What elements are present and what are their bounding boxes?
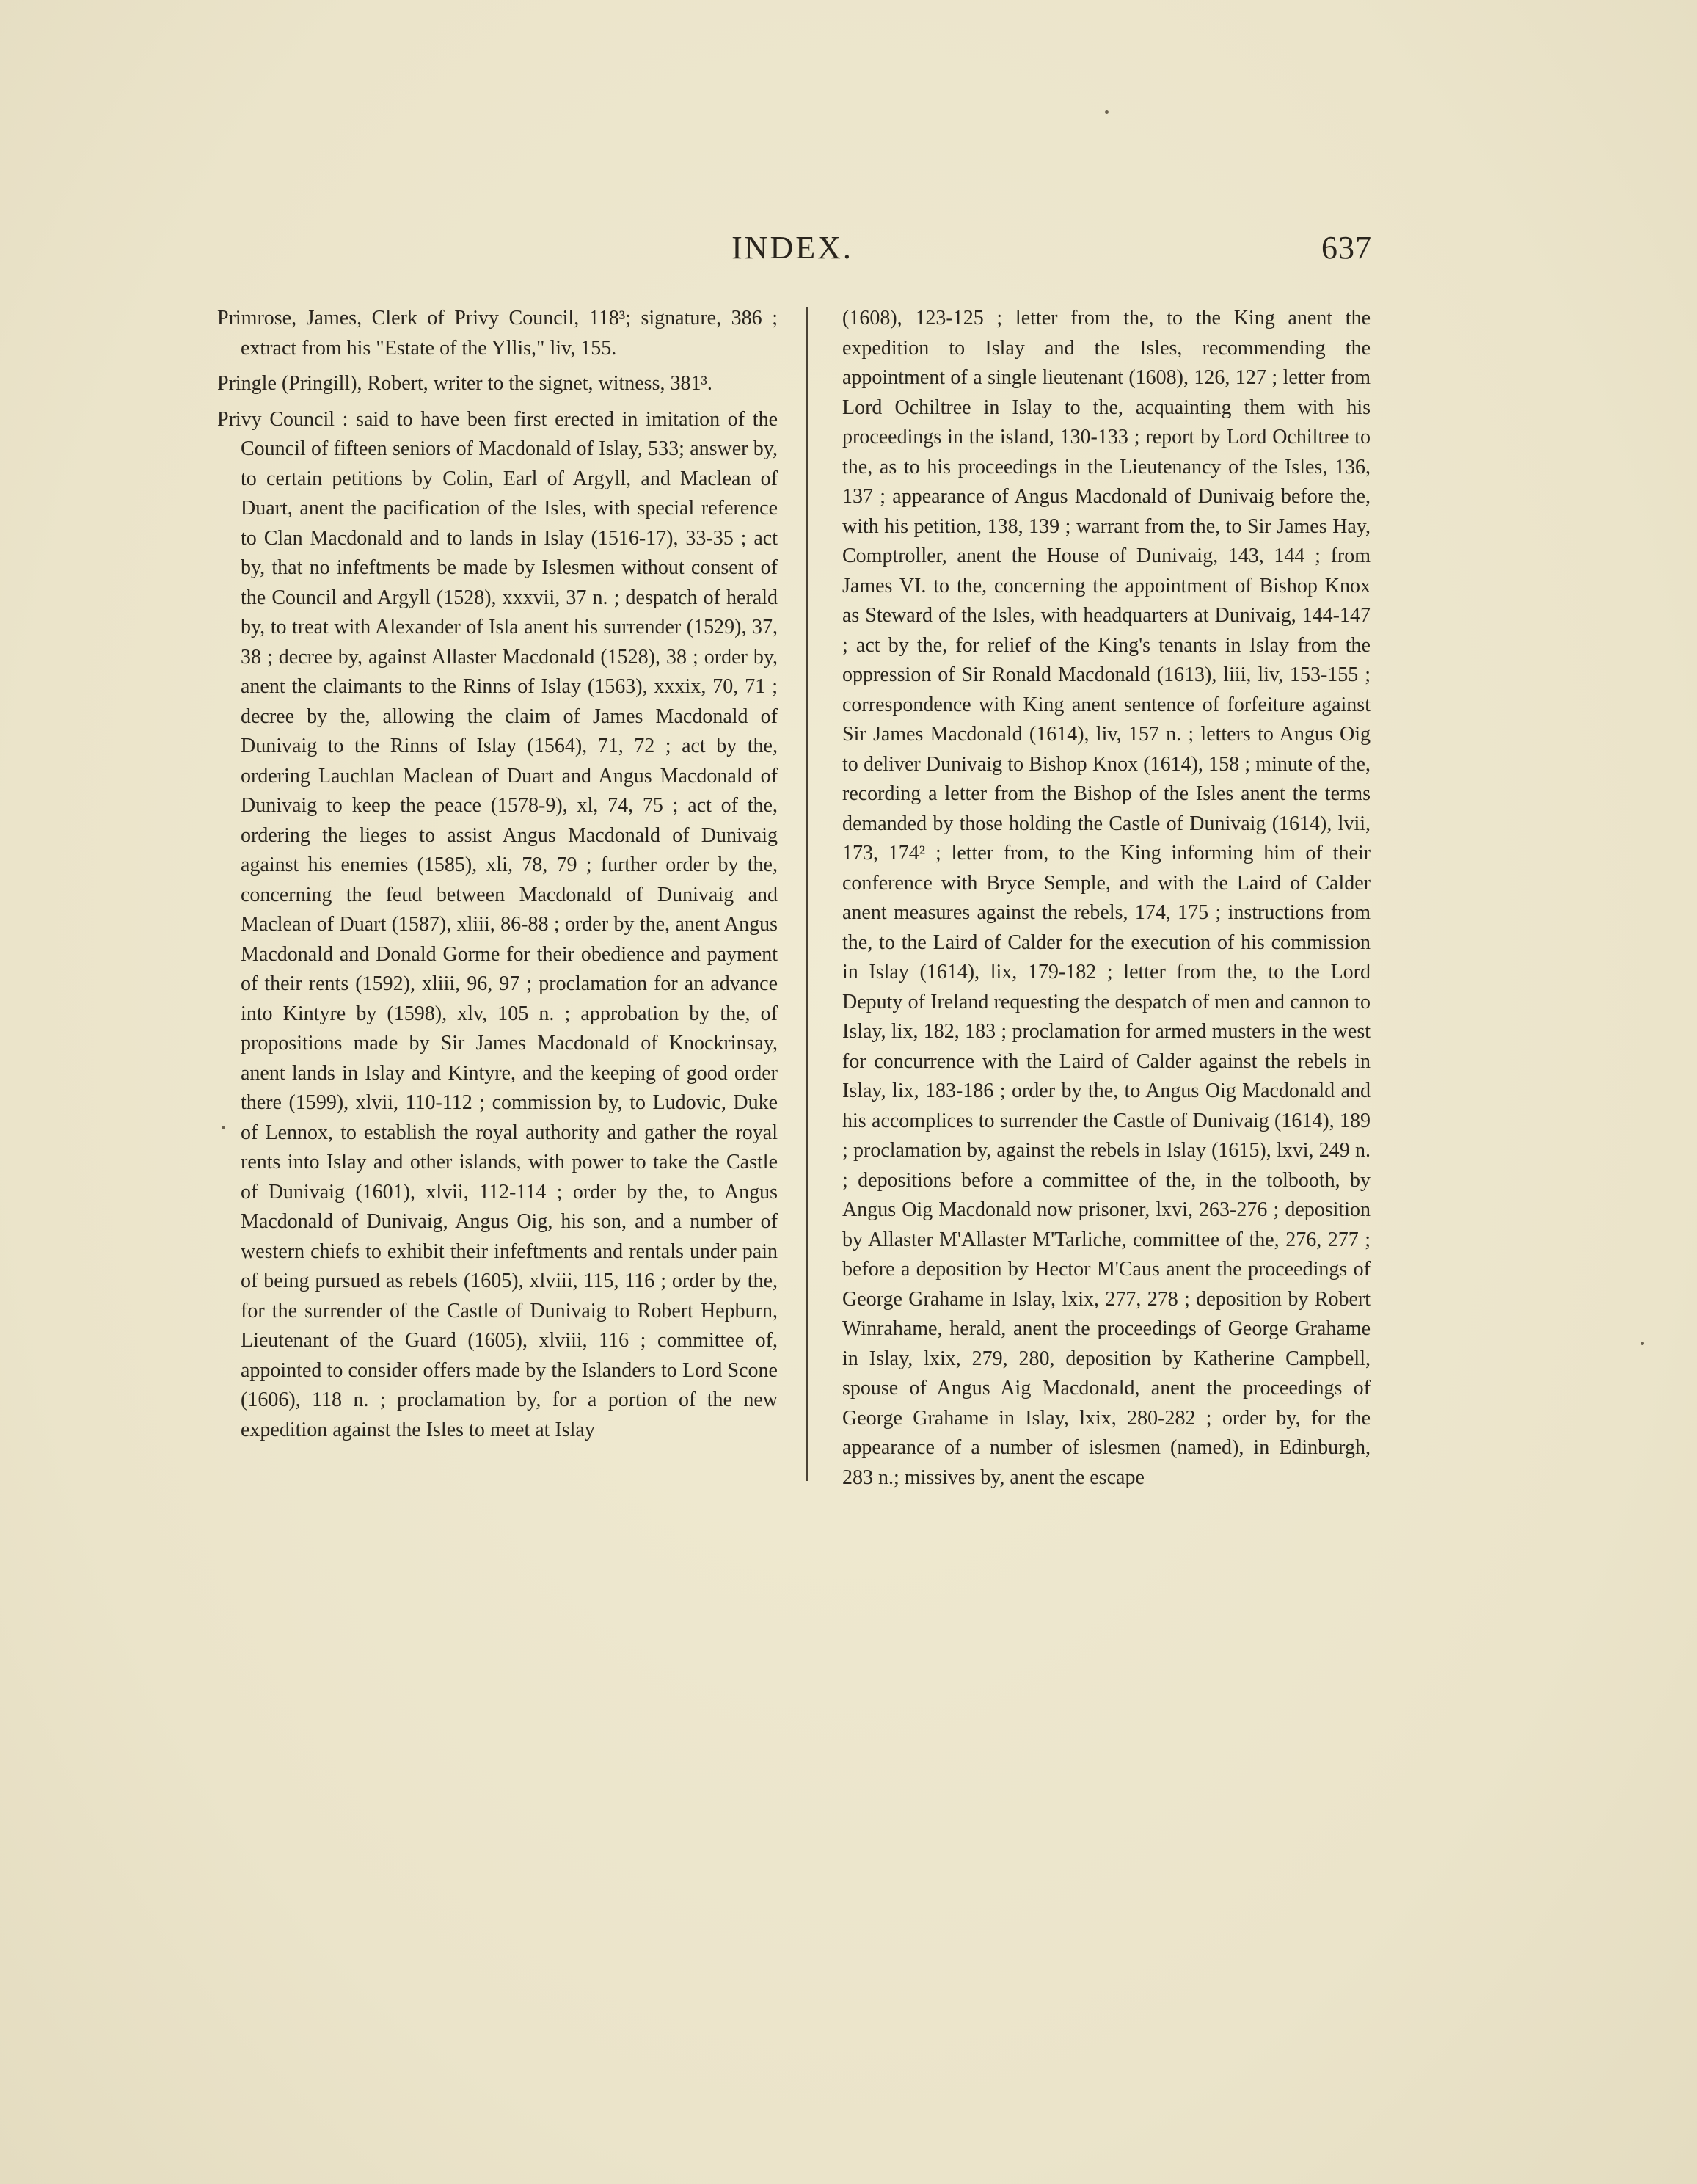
page-title: INDEX. — [731, 230, 853, 266]
index-entry-pringle: Pringle (Pringill), Robert, writer to the signet, witness, 381³. — [217, 372, 712, 395]
column-divider — [806, 307, 808, 1481]
page-number: 637 — [1321, 230, 1372, 266]
right-column — [842, 304, 1371, 1493]
paper-speck — [1641, 1342, 1644, 1345]
running-head — [213, 229, 1372, 273]
paper-speck — [222, 1126, 225, 1129]
index-entry-privy-council: Privy Council : said to have been first erected in imitation of the Council of fifteen seniors of Macdonald of Islay, 533; answer by, to certain petitions by Colin, Earl of Argyll, and Maclean of Duart, anent the pacification of the Isles, with special reference to Clan Macdonald and to lands in Islay (1516-17), 33-35 ; act by, that no infeftments be made by Islesmen without consent of the Council and Argyll (1528), xxxvii, 37 n. ; despatch of herald by, to treat with Alexander of Isla anent his surrender (1529), 37, 38 ; decree by, against Allaster Macdonald (1528), 38 ; order by, anent the claimants to the Rinns of Islay (1563), xxxix, 70, 71 ; decree by the, allowing the claim of James Macdonald of Dunivaig to the Rinns of Islay (1564), 71, 72 ; act by the, ordering Lauchlan Maclean of Duart and Angus Macdonald of Dunivaig to keep the peace (1578-9), xl, 74, 75 ; act of the, ordering the lieges to assist Angus Macdonald of Dunivaig against his enemies (1585), xli, 78, 79 ; further order by the, concerning the feud between Macdonald of Dunivaig and Maclean of Duart (1587), xliii, 86-88 ; order by the, anent Angus Macdonald and Donald Gorme for their obedience and payment of their rents (1592), xliii, 96, 97 ; proclamation for an advance into Kintyre by (1598), xlv, 105 n. ; approbation by the, of propositions made by Sir James Macdonald of Knockrinsay, anent lands in Islay and Kintyre, and the keeping of good order there (1599), xlvii, 110-112 ; commission by, to Ludovic, Duke of Lennox, to establish the royal authority and gather the royal rents into Islay and other islands, with power to take the Castle of Dunivaig (1601), xlvii, 112-114 ; order by the, to Angus Macdonald of Dunivaig, Angus Oig, his son, and a number of western chiefs to exhibit their infeftments and rentals under pain of being pursued as rebels (1605), xlviii, 115, 116 ; order by the, for the surrender of the Castle of Dunivaig to Robert Hepburn, Lieutenant of the Guard (1605), xlviii, 116 ; committee of, appointed to consider offers made by the Islanders to Lord Scone (1606), 118 n. ; proclamation by, for a portion of the new expedition against the Isles to meet at Islay — [217, 407, 778, 1441]
paper-speck — [1105, 110, 1109, 114]
index-entry-privy-council-continued: (1608), 123-125 ; letter from the, to the King anent the expedition to Islay and the Isles, recommending the appointment of a single lieutenant (1608), 126, 127 ; letter from Lord Ochiltree in Islay to the, acquainting them with his proceedings in the island, 130-133 ; report by Lord Ochiltree to the, as to his proceedings in the Lieutenancy of the Isles, 136, 137 ; appearance of Angus Macdonald of Dunivaig before the, with his petition, 138, 139 ; warrant from the, to Sir James Hay, Comptroller, anent the House of Dunivaig, 143, 144 ; from James VI. to the, concerning the appointment of Bishop Knox as Steward of the Isles, with headquarters at Dunivaig, 144-147 ; act by the, for relief of the King's tenants in Islay from the oppression of Sir Ronald Macdonald (1613), liii, liv, 153-155 ; correspondence with King anent sentence of forfeiture against Sir James Macdonald (1614), liv, 157 n. ; letters to Angus Oig to deliver Dunivaig to Bishop Knox (1614), 158 ; minute of the, recording a letter from the Bishop of the Isles anent the terms demanded by those holding the Castle of Dunivaig (1614), lvii, 173, 174² ; letter from, to the King informing him of their conference with Bryce Semple, and with the Laird of Calder anent measures against the rebels, 174, 175 ; instructions from the, to the Laird of Calder for the execution of his commission in Islay (1614), lix, 179-182 ; letter from the, to the Lord Deputy of Ireland requesting the despatch of men and cannon to Islay, lix, 182, 183 ; proclamation for armed musters in the west for concurrence with the Laird of Calder against the rebels in Islay, lix, 183-186 ; order by the, to Angus Oig Macdonald and his accomplices to surrender the Castle of Dunivaig (1614), 189 ; proclamation by, against the rebels in Islay (1615), lxvi, 249 n. ; depositions before a committee of the, in the tolbooth, by Angus Oig Macdonald now prisoner, lxvi, 263-276 ; deposition by Allaster M'Allaster M'Tarliche, committee of the, 276, 277 ; before a deposition by Hector M'Caus anent the proceedings of George Grahame in Islay, lxix, 277, 278 ; deposition by Robert Winrahame, herald, anent the proceedings of George Grahame in Islay, lxix, 279, 280, deposition by Katherine Campbell, spouse of Angus Aig Macdonald, anent the proceedings of George Grahame in Islay, lxix, 280-282 ; order by, for the appearance of a number of islesmen (named), in Edinburgh, 283 n.; missives by, anent the escape — [842, 307, 1371, 1489]
left-column — [217, 304, 778, 1451]
index-entry-primrose: Primrose, James, Clerk of Privy Council, 118³; signature, 386 ; extract from his "Estate of the Yllis," liv, 155. — [217, 307, 778, 360]
